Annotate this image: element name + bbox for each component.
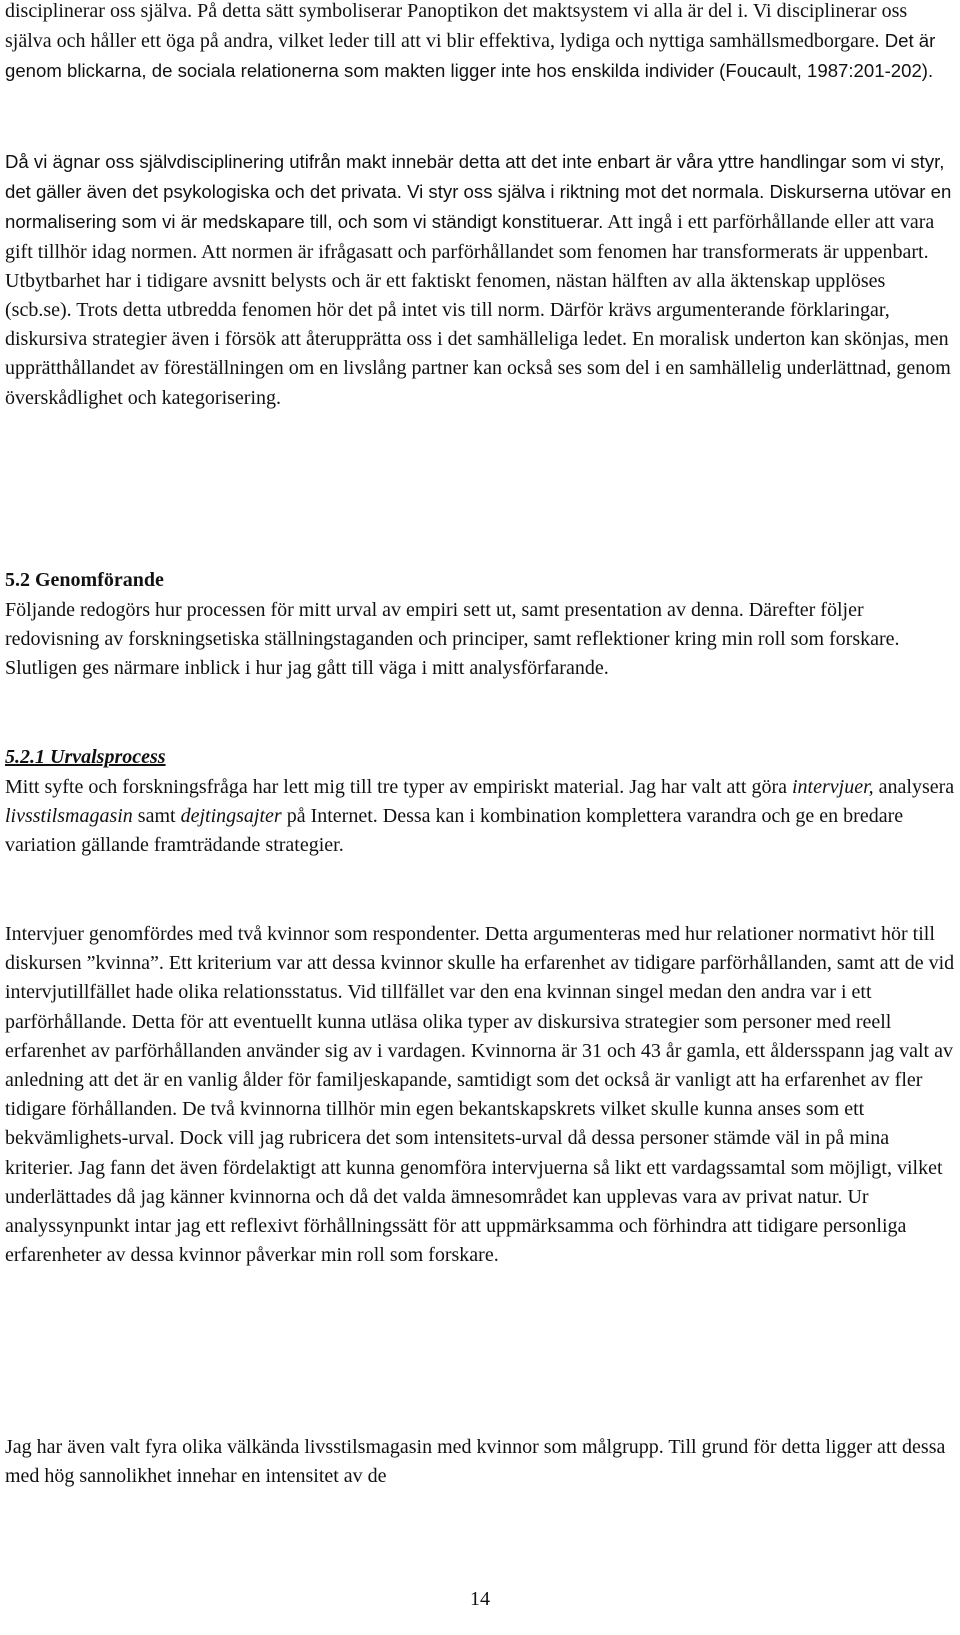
subsection-intro-paragraph xyxy=(5,773,955,861)
paragraph-self-discipline-serif: Att ingå i ett parförhållande eller att vara gift tillhör idag normen. Att normen är ifrågasatt och parförhållandet som fenomen har transformerats är uppenbart. Utbytbarhet har i tidigare avsnitt belysts och är ett faktiskt fenomen, nästan hälften av alla äktenskap upplöses (scb.se). Trots detta utbredda fenomen hör det på intet vis till norm. Därför krävs argumenterande förklaringar, diskursiva strategier även i försök att återupprätta oss i det samhälleliga ledet. En moralisk underton kan skönjas, men upprätthållandet av föreställningen om en livslång partner kan också ses som del i en samhällelig underlättnad, genom överskådlighet och kategorisering. xyxy=(5,211,951,409)
paragraph-magazines: Jag har även valt fyra olika välkända livsstilsmagasin med kvinnor som målgrupp. Till grund för detta ligger att dessa med hög sannolikhet innehar en intensitet av de xyxy=(5,1436,946,1488)
paragraph-self-discipline xyxy=(5,147,955,413)
subsection-text-a: Mitt syfte och forskningsfråga har lett mig till tre typer av empiriskt material. Jag har valt att göra xyxy=(5,776,792,798)
subsection-text-d: på Internet. Dessa kan i kombination komplettera varandra och ge en bredare variation gällande framträdande strategier. xyxy=(5,805,904,857)
section-intro-paragraph: Följande redogörs hur processen för mitt urval av empiri sett ut, samt presentation av denna. Därefter följer redovisning av forskningsetiska ställningstaganden och principer, samt reflektioner kring min roll som forskare. Slutligen ges närmare inblick i hur jag gått till väga i mitt analysförfarande. xyxy=(5,599,900,680)
subsection-text-b: analysera xyxy=(873,776,955,798)
emphasis-dating-sites: dejtingsajter xyxy=(180,805,282,828)
paragraph-self-discipline-sans: Då vi ägnar oss självdisciplinering utifrån makt innebär detta att det inte enbart är våra yttre handlingar som vi styr, det gäller även det psykologiska och det privata. Vi styr oss själva i riktning mot det normala. Diskurserna utövar en normalisering som vi är medskapare till, och som vi ständigt konstituerar. xyxy=(5,151,952,233)
emphasis-interviews: intervjuer, xyxy=(792,776,874,798)
paragraph-panoptikon xyxy=(5,0,955,87)
paragraph-interviews: Intervjuer genomfördes med två kvinnor som respondenter. Detta argumenteras med hur relationer normativt hör till diskursen ”kvinna”. Ett kriterium var att dessa kvinnor skulle ha erfarenhet av tidigare parförhållanden, samt att de vid intervjutillfället hade olika relationsstatus. Vid tillfället var den ena kvinnan singel medan den andra var i ett parförhållande. Detta för att eventuellt kunna utläsa olika typer av diskursiva strategier som personer med reell erfarenhet av parförhållanden använder sig av i vardagen. Kvinnorna är 31 och 43 år gamla, ett åldersspann jag valt av anledning att det är en vanlig ålder för familjeskapande, samtidigt som det också är vanligt att ha erfarenhet av fler tidigare förhållanden. De två kvinnorna tillhör min egen bekantskapskrets vilket skulle kunna anses som ett bekvämlighets-urval. Dock vill jag rubricera det som intensitets-urval då dessa personer stämde väl in på mina kriterier. Jag fann det även fördelaktigt att kunna genomföra intervjuerna så likt ett vardagssamtal som möjligt, vilket underlättades då jag känner kvinnorna och då det valda ämnesområdet kan upplevas vara av privat natur. Ur analyssynpunkt intar jag ett reflexivt förhållningssätt för att uppmärksamma och förhindra att tidigare personliga erfarenheter av dessa kvinnor påverkar min roll som forskare. xyxy=(5,923,955,1267)
subsection-heading: 5.2.1 Urvalsprocess xyxy=(5,746,166,768)
emphasis-magazines: livsstilsmagasin xyxy=(5,805,133,828)
subsection-text-c: samt xyxy=(132,805,181,828)
paragraph-panoptikon-sans: Det är genom blickarna, de sociala relationerna som makten ligger inte hos enskilda individer (Foucault, 1987:201-202). xyxy=(5,30,936,82)
page-number: 14 xyxy=(470,1588,490,1610)
paragraph-panoptikon-serif: disciplinerar oss själva. På detta sätt symboliserar Panoptikon det maktsystem vi alla är del i. Vi disciplinerar oss själva och håller ett öga på andra, vilket leder till att vi blir effektiva, lydiga och nyttiga samhällsmedborgare. xyxy=(5,0,908,53)
section-heading: 5.2 Genomförande xyxy=(5,569,164,591)
